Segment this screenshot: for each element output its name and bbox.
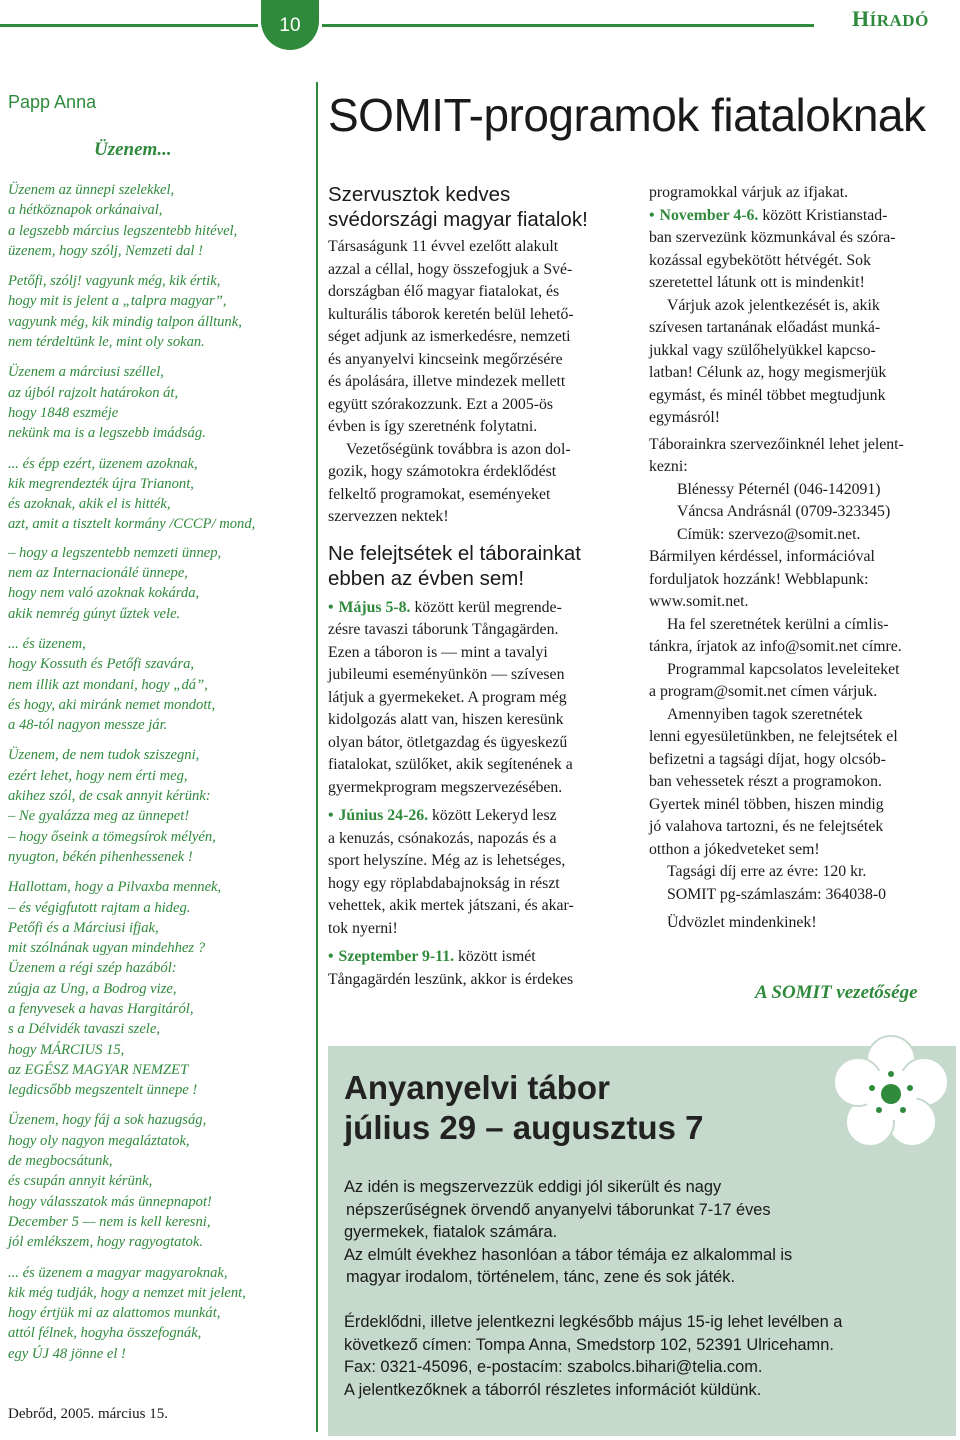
camp-line: Az idén is megszervezzük eddigi jól sikerült és nagy [344,1178,722,1196]
article-column-right [649,182,955,935]
poem-line: akihez szól, de csak annyit kérünk: [8,788,211,805]
event-text: Ezen a táboron is — mint a tavalyi [328,643,548,661]
poem-line: a legszebb március legszentebb hitével, [8,222,238,239]
text-line: Várjuk azok jelentkezését is, akik [667,296,880,314]
poem-line: nyugton, békén pihenhessenek ! [8,848,193,865]
wait-paragraph [649,295,955,430]
bullet-icon: • [328,807,334,824]
text-line: lenni egyesületünkben, ne felejtsétek el [649,728,898,745]
camp-contact-line: Érdeklődni, illetve jelentkezni legkésőbb május 15-ig lehet levélben a [344,1312,843,1331]
text-line: kulturális táborok keretén belül lehető- [328,305,574,323]
event-text: gyermekprogram megszervezésében. [328,778,563,796]
text-line: jukkal vagy szülőhelyükkel kapcso- [649,341,876,359]
poem-stanza [8,271,306,352]
camp-line: Az elmúlt évekhez hasonlóan a tábor témája ez alkalommal is [344,1245,793,1264]
event-text: ban szervezünk közmunkával és szóra- [649,229,896,246]
text-line: Társaságunk 11 évvel ezelőtt alakult [328,238,559,255]
text-line: és anyanyelvi kincseink megőrzésére [328,350,563,368]
poem-line: nem térdeltünk le, mint oly sokan. [8,334,205,351]
poem-line [8,535,306,543]
poem-stanza [8,454,306,624]
event-text: tok nyerni! [328,919,398,937]
column-divider [316,82,318,1432]
poem-line: hogy Kossuth és Petőfi szavára, [8,656,195,673]
text-line: és ápolására, illetve mindezek mellett [328,373,566,390]
text-line: szívesen tartanának előadást munká- [649,319,881,336]
intro-paragraph [328,236,630,439]
bullet-icon: • [328,948,334,965]
event-text: hogy egy röplabdabajnokság in részt [328,874,560,892]
text-line: évben is így szeretnénk folytatni. [328,418,538,435]
camps-heading: Ne felejtsétek el táborainkat ebben az évben sem! [328,541,581,590]
event-november [649,205,955,295]
poem-line: nekünk ma is a legszebb imádság. [8,425,206,442]
poem-line: attól félnek, hogyha összefognák, [8,1325,202,1342]
poem-line: nem az Internacionálé ünnepe, [8,565,188,582]
poem-line: kik megrendezték újra Trianont, [8,475,194,492]
poem-stanza [8,745,306,867]
text-line: együtt szórakozzunk. Ezt a 2005-ös [328,395,554,413]
article-column-middle [328,182,630,991]
poem-line: hogy MÁRCIUS 15, [8,1041,125,1058]
event-text: Tångagärdén leszünk, akkor is érdekes [328,970,574,988]
poem-line: Üzenem, hogy fáj a sok hazugság, [8,1112,207,1129]
poem-line: a hétköznapok orkánaival, [8,202,163,219]
bullet-icon: • [649,206,655,224]
questions-paragraph [649,546,955,614]
event-text: között Kristianstad- [758,206,888,224]
text-line: a program@somit.net címen várjuk. [649,683,878,700]
text-line: Táborainkra szervezőinknél lehet jelent- [649,435,904,453]
event-date: November 4-6. [659,206,759,224]
poem-line: akik nemrég gúnyt űztek vele. [8,605,181,622]
poem-line: és csupán annyit kérünk, [8,1173,153,1190]
poem-line: vagyunk még, kik mindig talpon álltunk, [8,313,242,330]
page-number-badge: 10 [261,0,319,50]
poem-stanza [8,1110,306,1252]
text-line: Gyertek minél többen, hiszen mindig [649,795,884,813]
poem-line: Üzenem a márciusi széllel, [8,364,164,381]
program-mail-paragraph [649,659,955,704]
poem-line: s a Délvidék tavaszi szele, [8,1021,160,1038]
poem-line: – és végigfutott rajtam a hideg. [8,899,191,916]
intro-paragraph-2 [328,439,630,529]
text-line: otthon a jókedveteket sem! [649,840,820,858]
text-line: Blénessy Péternél (046-142091) [677,480,881,498]
text-line: séget adjunk az ismerkedésre, nemzeti [328,328,571,345]
poem-line: ... és épp ezért, üzenem azoknak, [8,455,198,472]
poem-line: egy ÚJ 48 jönne el ! [8,1345,126,1362]
camp-contact-line: A jelentkezőknek a táborról részletes információt küldünk. [344,1380,762,1399]
poem-footer: Debrőd, 2005. március 15. [8,1406,168,1422]
poem-line: zúgja az Ung, a Bodrog vize, [8,980,177,997]
poem-line: Petőfi és a Márciusi ifjak, [8,919,159,936]
poem-line: nem illik azt mondani, hogy „dá”, [8,676,208,693]
text-line: Váncsa Andrásnál (0709-323345) [677,503,891,520]
poem-line: a 48-tól nagyon messze jár. [8,717,168,734]
text-line: www.somit.net. [649,593,749,610]
event-text: sport helyszíne. Még az is lehetséges, [328,852,566,869]
text-line: gozik, hogy számotokra érdeklődést [328,463,557,480]
text-line: ban vehessetek részt a programokon. [649,773,882,790]
poem-line: és azoknak, akik el is hitték, [8,496,171,513]
event-text: fiatalokat, szülőket, akik segítenének a [328,756,573,773]
header-rule-left [0,24,258,27]
poem-line: a fenyvesek a havas Hargitáról, [8,1000,194,1017]
event-text: olyan bátor, ötletgazdag és ügyeskezű [328,733,568,751]
text-line: befizetni a tagsági díjat, hogy olcsób- [649,750,886,768]
text-line: Ha fel szeretnétek kerülni a címlis- [667,615,889,633]
text-line: tánkra, írjatok az info@somit.net címre. [649,638,902,655]
text-line: egymást, és minél többet megtudjunk [649,386,886,404]
poem-line: de megbocsátunk, [8,1153,113,1170]
organizers-paragraph [649,434,955,479]
camp-line: népszerűségnek örvendő anyanyelvi táborunkat 7-17 éves [346,1200,771,1219]
event-text: között ismét [454,948,536,965]
text-line: Bármilyen kérdéssel, információval [649,548,875,565]
poem-line: ezért lehet, hogy nem érti meg, [8,767,188,784]
poem-line: Petőfi, szólj! vagyunk még, kik értik, [8,273,221,290]
poem [8,92,306,1374]
camp-line: gyermekek, fiatalok számára. [344,1223,558,1242]
poem-line: és hogy, aki miránk nemet mondott, [8,696,216,713]
poem-line: hogy értjük mi az alattomos munkát, [8,1305,221,1322]
bullet-icon: • [328,598,334,616]
article-title: SOMIT-programok fiataloknak [328,89,926,141]
poem-stanzas [8,180,306,1364]
poem-line: üzenem, hogy szólj, Nemzeti dal ! [8,242,203,259]
poem-line: hogy 1848 eszméje [8,404,119,421]
closing-greeting: Üdvözlet mindenkinek! [667,914,817,931]
membership-fee: Tagsági díj erre az évre: 120 kr. [667,863,867,880]
poem-line: December 5 — nem is kell keresni, [8,1213,211,1230]
programs-text: programokkal várjuk az ifjakat. [649,184,849,201]
event-text: kidolgozás alatt van, hiszen keresünk [328,711,564,728]
event-item [328,946,630,991]
event-text: között Lekeryd lesz [428,807,557,824]
poem-line: az újból rajzolt határokon át, [8,384,179,401]
poem-line: hogy válasszatok más ünnepnapot! [8,1193,212,1210]
event-text: kozással egybekötött hétvégét. Sok [649,251,871,269]
text-line: szervezzen nektek! [328,508,449,525]
poem-line: jól emlékszem, hogy ragyogtatok. [8,1234,203,1251]
membership-paragraph [649,704,955,862]
event-text: vehettek, akik mertek játszani, és akar- [328,897,574,914]
text-line: dországban élő magyar fiatalokat, és [328,283,560,300]
poem-line: hogy mit is jelent a „talpra magyar”, [8,293,227,310]
flower-icon [826,1030,956,1160]
event-text: szeretettel látunk ott is mindenkit! [649,274,865,291]
header-rule-right [322,24,814,27]
event-item [328,805,630,940]
text-line: Vezetőségünk továbbra is azon dol- [346,440,571,458]
poem-line: – Ne gyalázza meg az ünnepet! [8,808,190,825]
text-line: latban! Célunk az, hogy megismerjük [649,364,887,381]
text-line: egymásról! [649,409,721,426]
poem-line: Üzenem a régi szép hazából: [8,960,177,977]
event-date: Szeptember 9-11. [338,948,455,965]
poem-stanza [8,180,306,261]
text-line: jó valahova tartozni, és ne felejtsétek [649,818,884,835]
poem-line: az EGÉSZ MAGYAR NEMZET [8,1061,189,1078]
publication-name: HÍRADÓ [852,6,929,31]
event-date: Május 5-8. [338,598,411,616]
event-text: között kerül megrende- [410,598,562,616]
text-line: felkeltő programokat, eseményeket [328,485,551,503]
text-line: Programmal kapcsolatos leveleiteket [667,660,900,678]
poem-line: mit szólnának ugyan mindehhez ? [8,940,205,957]
text-line: Amennyiben tagok szeretnétek [667,705,863,723]
poem-stanza [8,634,306,735]
text-line: Címük: szervezo@somit.net. [677,525,861,543]
poem-line: – hogy a legszentebb nemzeti ünnep, [8,544,222,561]
signature: A SOMIT vezetősége [755,982,918,1003]
event-date: Június 24-26. [338,807,429,824]
poem-line: ... és üzenem, [8,635,86,652]
poem-stanza [8,362,306,443]
event-text: látjuk a gyermekeket. A program még [328,688,567,706]
poem-author: Papp Anna [8,92,97,112]
poem-line: Üzenem az ünnepi szelekkel, [8,182,175,198]
poem-line: kik még tudják, hogy a nemzet mit jelent, [8,1284,246,1301]
organizer-contacts [649,479,955,547]
camp-line: magyar irodalom, történelem, tánc, zene és sok játék. [346,1268,736,1287]
poem-line: legdicsőbb megszentelt ünnepe ! [8,1082,198,1099]
poem-line: Hallottam, hogy a Pilvaxba mennek, [8,879,222,896]
poem-line: – hogy őseink a tömegsírok mélyén, [8,828,216,845]
mailinglist-paragraph [649,614,955,659]
event-text: zésre tavaszi táborunk Tångagärden. [328,621,559,638]
text-line: forduljatok hozzánk! Webblapunk: [649,570,869,588]
poem-line: hogy nem való azoknak kokárda, [8,585,200,602]
poem-stanza [8,1263,306,1364]
camp-title: Anyanyelvi tábor július 29 – augusztus 7 [344,1069,704,1146]
event-text: jubileumi eseményünkön — szívesen [328,666,565,683]
camp-contact-line: Fax: 0321-45096, e-postacím: szabolcs.bihari@telia.com. [344,1358,763,1377]
event-list [328,597,630,992]
poem-line: ... és üzenem a magyar magyaroknak, [8,1264,228,1281]
poem-line: azt, amit a tisztelt kormány /CCCP/ mond, [8,516,256,533]
poem-stanza [8,958,306,1100]
text-line: azzal a céllal, hogy összefogjuk a Své- [328,260,573,278]
poem-title: Üzenem... [94,139,172,160]
greeting-heading: Szervusztok kedves svédországi magyar fiatalok! [328,183,588,231]
camp-contact-line: következő címen: Tompa Anna, Smedstorp 102, 52391 Ulricehamn. [344,1335,834,1354]
text-line: kezni: [649,458,688,475]
poem-line: Üzenem, de nem tudok sziszegni, [8,747,200,764]
account-number: SOMIT pg-számlaszám: 364038-0 [667,885,887,903]
poem-line: hogy oly nagyon megaláztatok, [8,1132,190,1149]
event-item [328,597,630,800]
event-text: a kenuzás, csónakozás, napozás és a [328,829,557,847]
poem-stanza [8,877,306,958]
camp-text [344,1176,944,1401]
